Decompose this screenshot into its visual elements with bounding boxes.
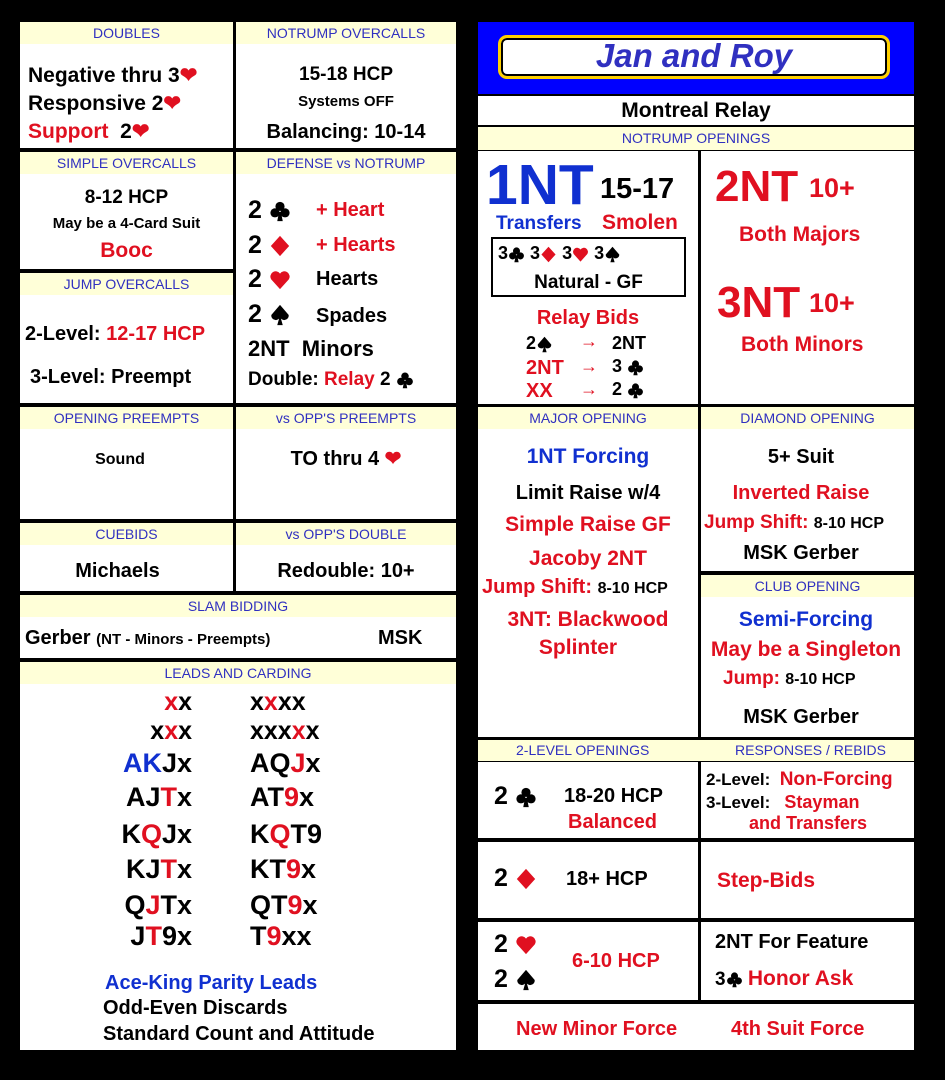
lead-card-segment: x — [164, 717, 179, 745]
lead-card-segment: T — [145, 921, 162, 951]
lead-card-segment: Q — [140, 819, 162, 849]
diamond-inverted-raise: Inverted Raise — [732, 482, 870, 504]
defense-spades-row: 2 — [248, 302, 291, 327]
lead-card-segment: Tx — [160, 890, 192, 920]
lead-combination — [72, 750, 192, 777]
heart-icon: ❤ — [131, 120, 150, 143]
lead-card-segment: AJ — [125, 782, 161, 812]
slam-msk: MSK — [378, 627, 423, 649]
2m-responses-panel — [701, 922, 914, 1000]
simple-overcall-hcp: 8-12 HCP — [84, 187, 169, 208]
club-icon — [627, 359, 644, 376]
lead-card-segment: QT — [250, 890, 288, 920]
defense-double-row: Double: Relay 2 — [248, 370, 414, 389]
club-msk-gerber: MSK Gerber — [743, 706, 859, 728]
doubles-panel — [20, 22, 233, 148]
relay-row-2: 2NT — [526, 357, 564, 379]
lead-card-segment: T — [250, 921, 267, 951]
lead-card-segment: x — [301, 854, 317, 884]
3nt-range: 10+ — [809, 288, 855, 318]
lead-combination — [250, 856, 316, 883]
opening-preempts-panel — [20, 407, 233, 519]
lead-card-segment: Q — [269, 819, 291, 849]
natural-gf: Natural - GF — [534, 272, 643, 293]
leads-and-carding-panel — [20, 662, 456, 1050]
defense-diamonds-meaning: + Hearts — [316, 234, 396, 256]
lead-card-segment: x — [302, 890, 318, 920]
lead-combination — [72, 923, 192, 950]
lead-card-segment: x — [250, 688, 264, 716]
defense-vs-notrump-panel — [236, 152, 456, 403]
leads-and-carding-header: LEADS AND CARDING — [20, 662, 456, 684]
lead-combination — [250, 719, 320, 744]
lead-card-segment: T9 — [290, 819, 323, 849]
lead-card-segment: x — [176, 854, 192, 884]
lead-card-segment: Jx — [161, 819, 192, 849]
2c-resp-3-level: 3-Level: Stayman — [706, 792, 860, 812]
2d-responses-panel — [701, 842, 914, 918]
arrow-icon: → — [580, 331, 598, 351]
lead-combination — [250, 821, 322, 848]
spade-icon — [269, 304, 291, 326]
defense-clubs-row: 2 — [248, 198, 291, 223]
lead-card-segment: Jx — [161, 748, 192, 778]
diamond-jump-shift: Jump Shift: 8-10 HCP — [704, 512, 885, 533]
doubles-line-3: Support 2❤ — [28, 120, 150, 143]
1nt-label: 1NT — [486, 153, 594, 217]
simple-overcalls-panel — [20, 152, 233, 269]
simple-overcalls-header: SIMPLE OVERCALLS — [20, 152, 233, 174]
fourth-suit-force: 4th Suit Force — [731, 1018, 865, 1040]
slam-gerber: Gerber (NT - Minors - Preempts) — [25, 627, 271, 649]
2d-hcp: 18+ HCP — [566, 868, 648, 890]
2c-balanced: Balanced — [568, 811, 657, 833]
arrow-icon: → — [580, 379, 598, 399]
opening-preempts-header: OPENING PREEMPTS — [20, 407, 233, 429]
vs-preempts-panel — [236, 407, 456, 519]
major-jump-shift: Jump Shift: 8-10 HCP — [482, 576, 668, 598]
club-opening-panel — [701, 575, 914, 737]
lead-card-segment: 9 — [284, 782, 300, 812]
club-semi-forcing: Semi-Forcing — [738, 608, 874, 631]
cuebids-convention: Michaels — [75, 560, 160, 582]
3nt-meaning: Both Minors — [741, 333, 864, 356]
vs-double-redouble: Redouble: 10+ — [277, 560, 415, 582]
lead-card-segment: x — [291, 717, 306, 745]
club-icon — [726, 971, 743, 988]
3nt-label: 3NT — [717, 278, 801, 327]
lead-card-segment: x — [299, 782, 315, 812]
lead-card-segment: x — [263, 688, 278, 716]
lead-card-segment: x — [150, 717, 165, 745]
club-jump: Jump: 8-10 HCP — [723, 668, 856, 689]
system-name: Montreal Relay — [621, 99, 771, 122]
notrump-overcalls-panel — [236, 22, 456, 148]
lead-combination — [72, 892, 192, 919]
defense-diamonds-row: 2 — [248, 233, 291, 258]
defense-hearts-meaning: Hearts — [316, 268, 379, 290]
leads-ace-king-parity: Ace-King Parity Leads — [105, 972, 318, 994]
3-level-suits-row: 3 3 3 3 — [498, 244, 621, 263]
cuebids-panel — [20, 523, 233, 591]
lead-card-segment: x — [176, 782, 192, 812]
diamond-icon — [269, 235, 291, 257]
major-blackwood: 3NT: Blackwood — [507, 608, 669, 631]
major-opening-header: MAJOR OPENING — [478, 407, 698, 429]
lead-card-segment: xx — [277, 688, 306, 716]
lead-card-segment: x — [178, 717, 192, 745]
simple-overcall-suit: May be a 4-Card Suit — [52, 215, 201, 232]
doubles-header: DOUBLES — [20, 22, 233, 44]
2d-opening-panel — [478, 842, 698, 918]
2h-bid: 2 — [494, 932, 537, 957]
two-level-openings-header: 2-LEVEL OPENINGS — [516, 742, 650, 758]
2c-resp-transfers: and Transfers — [749, 813, 868, 833]
relay-row-1: 2 — [526, 334, 553, 353]
lead-card-segment: Q — [124, 890, 146, 920]
lead-card-segment: 9x — [161, 921, 192, 951]
2c-responses-panel — [701, 762, 914, 838]
major-jacoby-2nt: Jacoby 2NT — [529, 547, 647, 570]
opening-preempts-style: Sound — [95, 451, 145, 468]
lead-card-segment: AT — [250, 782, 284, 812]
slam-bidding-header: SLAM BIDDING — [20, 595, 456, 617]
2nt-meaning: Both Majors — [739, 223, 861, 246]
lead-card-segment: K — [121, 819, 141, 849]
2m-feature: 2NT For Feature — [715, 931, 869, 953]
2d-bid: 2 — [494, 866, 537, 891]
2c-opening-panel — [478, 762, 698, 838]
lead-combination — [72, 821, 192, 848]
club-icon — [508, 246, 525, 263]
lead-combination — [72, 719, 192, 744]
club-icon — [515, 786, 537, 808]
spade-icon — [515, 969, 537, 991]
heart-icon: ❤ — [163, 92, 182, 115]
lead-card-segment: J — [145, 890, 161, 920]
lead-card-segment: T — [160, 854, 177, 884]
heart-icon — [269, 269, 291, 291]
lead-combination — [250, 892, 318, 919]
lead-combination — [250, 750, 321, 777]
vs-double-panel — [236, 523, 456, 591]
lead-combination — [72, 690, 192, 715]
spade-icon — [604, 246, 621, 263]
relay-row-1-target: 2NT — [612, 333, 647, 353]
defense-spades-meaning: Spades — [316, 305, 388, 327]
1nt-transfers: Transfers — [496, 213, 582, 234]
jump-overcall-3-level: 3-Level: Preempt — [30, 366, 192, 388]
simple-overcall-convention: Booc — [100, 239, 153, 262]
cuebids-header: CUEBIDS — [20, 523, 233, 545]
2m-opening-panel — [478, 922, 698, 1000]
lead-card-segment: xxx — [250, 717, 292, 745]
club-opening-header: CLUB OPENING — [701, 575, 914, 597]
nt-overcall-systems: Systems OFF — [298, 93, 394, 110]
major-limit-raise: Limit Raise w/4 — [515, 482, 661, 504]
diamond-opening-header: DIAMOND OPENING — [701, 407, 914, 429]
club-icon — [269, 200, 291, 222]
defense-hearts-row: 2 — [248, 267, 291, 292]
relay-bids-title: Relay Bids — [536, 307, 640, 329]
responses-rebids-header: RESPONSES / REBIDS — [735, 742, 886, 758]
relay-row-3: XX — [526, 380, 553, 402]
1nt-smolen: Smolen — [602, 211, 678, 234]
1nt-opening-panel — [478, 151, 698, 404]
lead-card-segment: 9 — [287, 890, 303, 920]
doubles-line-1: Negative thru 3❤ — [28, 64, 198, 87]
lead-combination — [250, 923, 312, 950]
heart-icon: ❤ — [384, 448, 402, 470]
diamond-icon — [515, 868, 537, 890]
1nt-range: 15-17 — [600, 173, 675, 205]
new-minor-force: New Minor Force — [516, 1018, 678, 1040]
diamond-5-suit: 5+ Suit — [767, 446, 835, 468]
2nt-range: 10+ — [809, 173, 855, 203]
defense-clubs-meaning: + Heart — [316, 199, 385, 221]
system-name-bar — [478, 96, 914, 125]
diamond-msk-gerber: MSK Gerber — [743, 542, 859, 564]
nt-overcall-hcp: 15-18 HCP — [299, 64, 393, 85]
slam-bidding-panel — [20, 595, 456, 658]
heart-icon: ❤ — [179, 64, 198, 87]
leads-count-attitude: Standard Count and Attitude — [103, 1023, 375, 1045]
club-icon — [627, 382, 644, 399]
2m-hcp: 6-10 HCP — [572, 950, 660, 972]
relay-row-3-target: 2 — [612, 380, 644, 399]
lead-card-segment: AQ — [250, 748, 291, 778]
lead-card-segment: x — [305, 717, 320, 745]
notrump-overcalls-header: NOTRUMP OVERCALLS — [236, 22, 456, 44]
lead-combination — [72, 784, 192, 811]
2nt-3nt-openings-panel — [701, 151, 914, 404]
notrump-openings-header: NOTRUMP OPENINGS — [478, 127, 914, 150]
jump-overcalls-panel — [20, 273, 233, 403]
2d-step-bids: Step-Bids — [717, 869, 816, 892]
lead-card-segment: 9 — [266, 921, 282, 951]
heart-icon — [515, 934, 537, 956]
2c-bid: 2 — [494, 784, 537, 809]
major-splinter: Splinter — [538, 636, 618, 659]
2m-honor-ask: 3 Honor Ask — [715, 967, 854, 990]
jump-overcall-2-level: 2-Level: 12-17 HCP — [25, 323, 206, 345]
nt-overcall-balancing: Balancing: 10-14 — [266, 121, 426, 143]
lead-card-segment: J — [290, 748, 306, 778]
lead-card-segment: 9 — [286, 854, 302, 884]
title-banner — [478, 22, 914, 94]
major-simple-raise: Simple Raise GF — [505, 513, 671, 536]
partnership-names: Jan and Roy — [595, 37, 793, 74]
lead-combination — [250, 784, 314, 811]
heart-icon — [572, 246, 589, 263]
vs-preempts-takeout: TO thru 4 ❤ — [290, 448, 402, 470]
doubles-line-2: Responsive 2❤ — [28, 92, 182, 115]
2c-resp-2-level: 2-Level: Non-Forcing — [706, 769, 893, 790]
lead-card-segment: x — [305, 748, 321, 778]
diamond-icon — [540, 246, 557, 263]
relay-row-2-target: 3 — [612, 357, 644, 376]
lead-card-segment: AK — [122, 748, 162, 778]
lead-card-segment: J — [130, 921, 146, 951]
lead-card-segment: xx — [281, 921, 312, 951]
lead-combination — [250, 690, 306, 715]
2s-bid: 2 — [494, 967, 537, 992]
lead-card-segment: x — [164, 688, 179, 716]
major-opening-panel — [478, 407, 698, 737]
spade-icon — [536, 336, 553, 353]
defense-2nt-row: 2NT Minors — [248, 336, 374, 361]
lead-combination — [72, 856, 192, 883]
diamond-opening-panel — [701, 407, 914, 571]
major-1nt-forcing: 1NT Forcing — [526, 445, 650, 468]
2nt-label: 2NT — [715, 162, 799, 211]
club-singleton: May be a Singleton — [710, 638, 902, 661]
2c-hcp: 18-20 HCP — [564, 785, 663, 807]
lead-card-segment: K — [250, 819, 270, 849]
leads-odd-even: Odd-Even Discards — [103, 997, 288, 1019]
club-icon — [396, 371, 414, 389]
forcing-bids-panel — [478, 1004, 914, 1050]
jump-overcalls-header: JUMP OVERCALLS — [20, 273, 233, 295]
vs-double-header: vs OPP'S DOUBLE — [236, 523, 456, 545]
lead-card-segment: KT — [250, 854, 286, 884]
two-level-header-bar — [478, 740, 914, 761]
lead-card-segment: T — [160, 782, 177, 812]
lead-card-segment: KJ — [125, 854, 161, 884]
defense-vs-notrump-header: DEFENSE vs NOTRUMP — [236, 152, 456, 174]
lead-card-segment: x — [178, 688, 192, 716]
arrow-icon: → — [580, 356, 598, 376]
vs-preempts-header: vs OPP'S PREEMPTS — [236, 407, 456, 429]
